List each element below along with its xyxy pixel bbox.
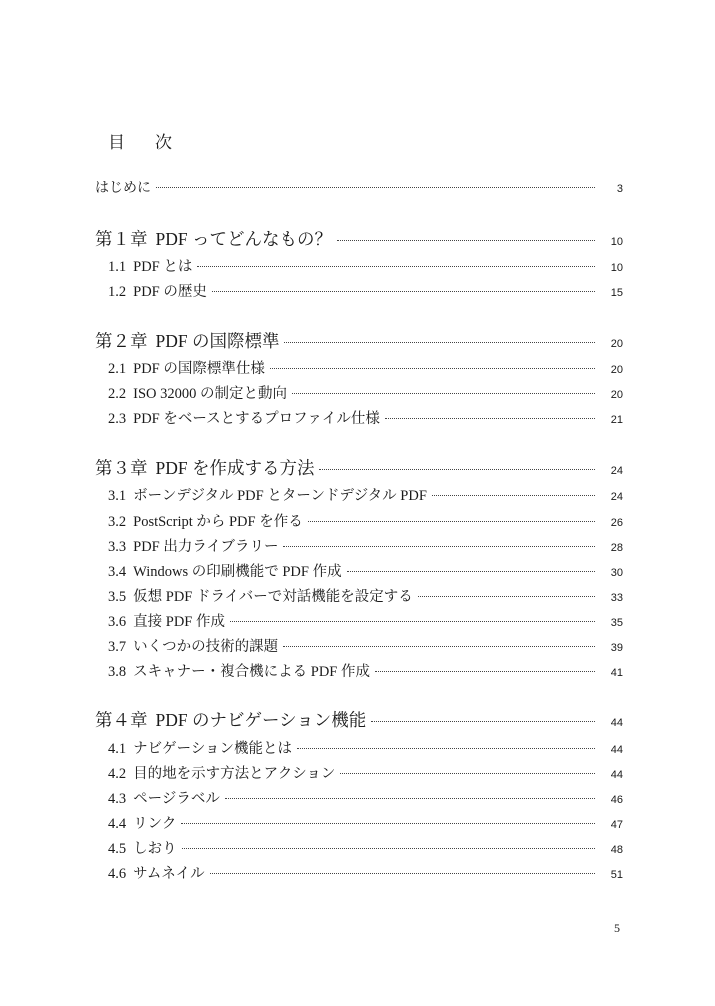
toc-page-number: 30 bbox=[610, 567, 623, 579]
section-number: 3.1 bbox=[108, 488, 127, 504]
toc-section-2-2[interactable] bbox=[108, 382, 623, 403]
toc-page-number: 35 bbox=[610, 617, 623, 629]
section-title: スキャナー・複合機による PDF 作成 bbox=[133, 664, 370, 680]
chapter-number: 第３章 bbox=[95, 458, 148, 478]
section-number: 2.2 bbox=[108, 386, 127, 402]
section-title: 直接 PDF 作成 bbox=[133, 614, 225, 630]
dot-leader bbox=[270, 368, 595, 369]
toc-page-number: 10 bbox=[610, 236, 623, 248]
toc-title-first: 目 bbox=[108, 133, 125, 152]
section-title: ナビゲーション機能とは bbox=[133, 741, 293, 757]
chapter-label bbox=[95, 328, 279, 353]
toc-page-number: 26 bbox=[610, 517, 623, 529]
toc-section-3-3[interactable] bbox=[108, 535, 623, 556]
chapter-label bbox=[95, 455, 314, 480]
section-label bbox=[108, 510, 303, 531]
toc-section-3-7[interactable] bbox=[108, 635, 623, 656]
dot-leader bbox=[283, 546, 595, 547]
chapter-label bbox=[95, 707, 366, 732]
toc-entry-label: はじめに bbox=[95, 181, 151, 196]
dot-leader bbox=[225, 798, 595, 799]
section-label bbox=[108, 407, 380, 428]
chapter-label bbox=[95, 226, 332, 251]
section-label bbox=[108, 255, 192, 276]
chapter-title: PDF の国際標準 bbox=[155, 331, 280, 351]
section-title: PDF とは bbox=[133, 259, 193, 275]
toc-section-3-6[interactable] bbox=[108, 610, 623, 631]
section-label bbox=[108, 660, 370, 681]
dot-leader bbox=[319, 469, 595, 470]
section-label bbox=[108, 737, 292, 758]
toc-page-number: 44 bbox=[610, 717, 623, 729]
toc-page-number: 33 bbox=[610, 592, 623, 604]
dot-leader bbox=[297, 748, 595, 749]
dot-leader bbox=[418, 596, 595, 597]
toc-section-4-4[interactable] bbox=[108, 812, 623, 833]
section-number: 2.3 bbox=[108, 411, 127, 427]
section-number: 4.1 bbox=[108, 741, 127, 757]
section-title: ボーンデジタル PDF とターンドデジタル PDF bbox=[133, 488, 427, 504]
toc-page-number: 39 bbox=[610, 642, 623, 654]
toc-section-4-2[interactable] bbox=[108, 762, 623, 783]
chapter-title: PDF ってどんなもの？ bbox=[155, 229, 332, 249]
toc-section-4-6[interactable] bbox=[108, 862, 623, 883]
section-title: リンク bbox=[133, 816, 177, 832]
toc-section-3-5[interactable] bbox=[108, 585, 623, 606]
toc-section-1-2[interactable] bbox=[108, 280, 623, 301]
section-label bbox=[108, 762, 335, 783]
dot-leader bbox=[212, 291, 595, 292]
section-number: 2.1 bbox=[108, 361, 127, 377]
chapter-title: PDF のナビゲーション機能 bbox=[155, 710, 367, 730]
dot-leader bbox=[375, 671, 595, 672]
section-label bbox=[108, 787, 220, 808]
section-title: いくつかの技術的課題 bbox=[133, 639, 279, 655]
section-label bbox=[108, 382, 287, 403]
toc-page-number: 44 bbox=[610, 769, 623, 781]
dot-leader bbox=[156, 187, 595, 188]
dot-leader bbox=[292, 393, 595, 394]
section-title: PDF の国際標準仕様 bbox=[133, 361, 265, 377]
dot-leader bbox=[182, 848, 595, 849]
section-number: 4.4 bbox=[108, 816, 127, 832]
toc-title bbox=[108, 128, 172, 153]
dot-leader bbox=[197, 266, 595, 267]
section-label bbox=[108, 535, 278, 556]
section-number: 3.2 bbox=[108, 514, 127, 530]
chapter-title: PDF を作成する方法 bbox=[155, 458, 315, 478]
chapter-number: 第１章 bbox=[95, 229, 148, 249]
section-title: PDF の歴史 bbox=[133, 284, 207, 300]
toc-chapter-2[interactable] bbox=[95, 328, 623, 353]
dot-leader bbox=[337, 240, 595, 241]
toc-section-2-3[interactable] bbox=[108, 407, 623, 428]
dot-leader bbox=[308, 521, 595, 522]
toc-section-4-1[interactable] bbox=[108, 737, 623, 758]
section-number: 3.7 bbox=[108, 639, 127, 655]
toc-section-3-2[interactable] bbox=[108, 510, 623, 531]
section-label bbox=[108, 357, 265, 378]
toc-page-number: 48 bbox=[610, 844, 623, 856]
section-label bbox=[108, 280, 207, 301]
toc-page-number: 20 bbox=[610, 338, 623, 350]
dot-leader bbox=[371, 721, 595, 722]
section-title: PDF をベースとするプロファイル仕様 bbox=[133, 411, 380, 427]
section-number: 4.6 bbox=[108, 866, 127, 882]
toc-section-1-1[interactable] bbox=[108, 255, 623, 276]
toc-page-number: 3 bbox=[616, 183, 623, 195]
section-number: 3.6 bbox=[108, 614, 127, 630]
toc-chapter-3[interactable] bbox=[95, 455, 623, 480]
section-number: 4.5 bbox=[108, 841, 127, 857]
toc-page-number: 41 bbox=[610, 667, 623, 679]
toc-section-2-1[interactable] bbox=[108, 357, 623, 378]
toc-page-number: 20 bbox=[610, 389, 623, 401]
section-number: 4.2 bbox=[108, 766, 127, 782]
toc-section-3-4[interactable] bbox=[108, 560, 623, 581]
toc-page-number: 20 bbox=[610, 364, 623, 376]
toc-page-number: 28 bbox=[610, 542, 623, 554]
dot-leader bbox=[347, 571, 595, 572]
toc-section-4-3[interactable] bbox=[108, 787, 623, 808]
dot-leader bbox=[181, 823, 595, 824]
section-label bbox=[108, 837, 177, 858]
toc-section-3-8[interactable] bbox=[108, 660, 623, 681]
toc-section-3-1[interactable] bbox=[108, 484, 623, 505]
section-label bbox=[108, 635, 278, 656]
section-number: 3.5 bbox=[108, 589, 127, 605]
section-number: 3.4 bbox=[108, 564, 127, 580]
dot-leader bbox=[385, 418, 595, 419]
toc-title-second: 次 bbox=[155, 133, 172, 152]
toc-page-number: 10 bbox=[610, 262, 623, 274]
page-number: 5 bbox=[614, 921, 620, 935]
section-label bbox=[108, 484, 427, 505]
dot-leader bbox=[284, 342, 595, 343]
toc-section-4-5[interactable] bbox=[108, 837, 623, 858]
chapter-number: 第２章 bbox=[95, 331, 148, 351]
section-label bbox=[108, 862, 205, 883]
toc-page-number: 46 bbox=[610, 794, 623, 806]
toc-page-number: 51 bbox=[610, 869, 623, 881]
section-title: 仮想 PDF ドライバーで対話機能を設定する bbox=[133, 589, 413, 605]
section-number: 1.1 bbox=[108, 259, 127, 275]
toc-page-number: 47 bbox=[610, 819, 623, 831]
section-number: 1.2 bbox=[108, 284, 127, 300]
toc-chapter-4[interactable] bbox=[95, 707, 623, 732]
toc-page-number: 24 bbox=[610, 491, 623, 503]
toc-page-number: 44 bbox=[610, 744, 623, 756]
dot-leader bbox=[283, 646, 595, 647]
section-label bbox=[108, 812, 176, 833]
section-title: ページラベル bbox=[133, 791, 220, 807]
section-label bbox=[108, 560, 342, 581]
section-label bbox=[108, 585, 413, 606]
toc-page-number: 21 bbox=[610, 414, 623, 426]
section-title: PDF 出力ライブラリー bbox=[133, 539, 279, 555]
toc-entry-intro[interactable] bbox=[95, 177, 623, 197]
toc-chapter-1[interactable] bbox=[95, 226, 623, 251]
toc-page-number: 15 bbox=[610, 287, 623, 299]
chapter-number: 第４章 bbox=[95, 710, 148, 730]
section-title: 目的地を示す方法とアクション bbox=[133, 766, 336, 782]
section-title: サムネイル bbox=[133, 866, 205, 882]
section-title: ISO 32000 の制定と動向 bbox=[133, 386, 287, 402]
section-label bbox=[108, 610, 225, 631]
section-number: 3.3 bbox=[108, 539, 127, 555]
dot-leader bbox=[210, 873, 595, 874]
dot-leader bbox=[340, 773, 595, 774]
section-title: PostScript から PDF を作る bbox=[133, 514, 303, 530]
section-number: 3.8 bbox=[108, 664, 127, 680]
dot-leader bbox=[230, 621, 595, 622]
section-title: しおり bbox=[133, 841, 177, 857]
dot-leader bbox=[432, 495, 595, 496]
section-number: 4.3 bbox=[108, 791, 127, 807]
toc-page-number: 24 bbox=[610, 465, 623, 477]
section-title: Windows の印刷機能で PDF 作成 bbox=[133, 564, 342, 580]
